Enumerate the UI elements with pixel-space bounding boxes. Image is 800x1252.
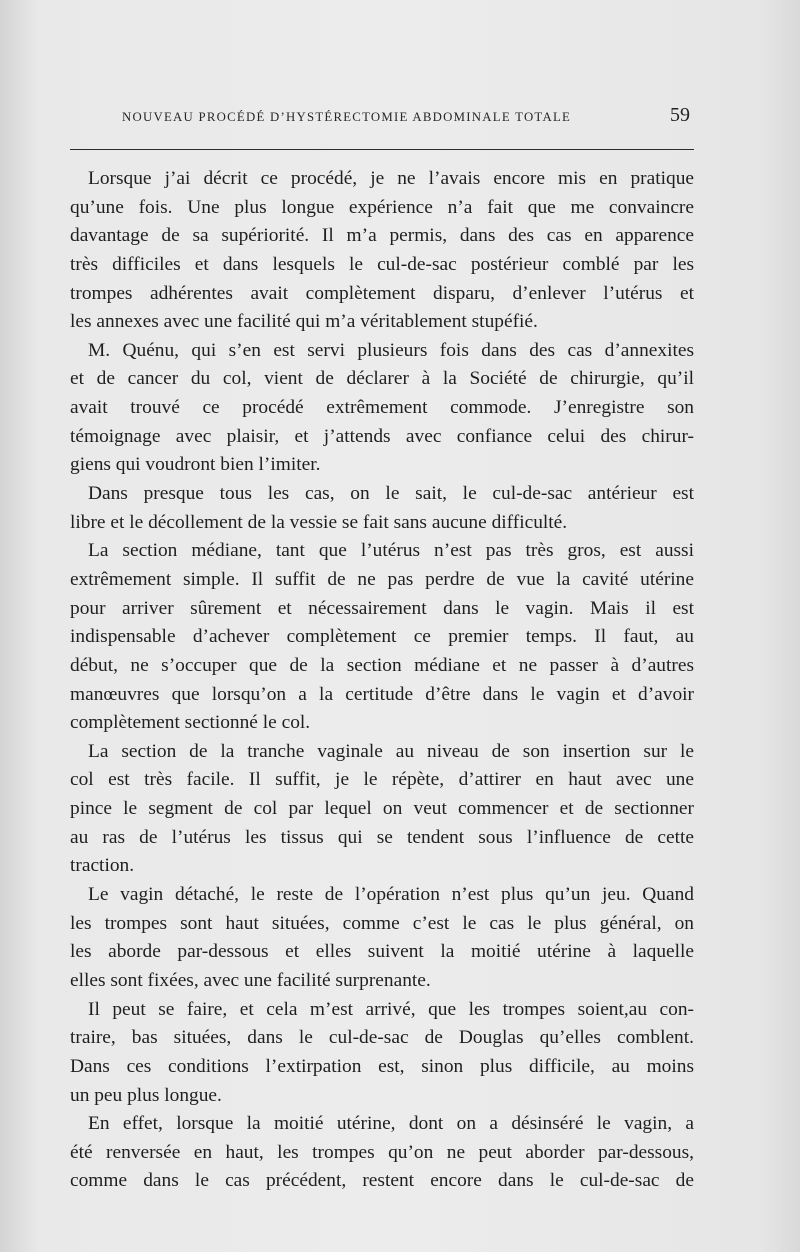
text-line: En effet, lorsque la moitié utérine, dont on a désinséré le vagin, a	[88, 1113, 694, 1135]
text-line: début, ne s’occuper que de la section médiane et ne passer à d’autres	[70, 654, 694, 676]
text-line: manœuvres que lorsqu’on a la certitude d’être dans le vagin et d’avoir	[70, 683, 694, 705]
text-line: Il peut se faire, et cela m’est arrivé, que les trompes soient,au con-	[88, 998, 694, 1020]
text-line: Dans ces conditions l’extirpation est, sinon plus difficile, au moins	[70, 1055, 694, 1077]
text-line: M. Quénu, qui s’en est servi plusieurs fois dans des cas d’annexites	[88, 339, 694, 361]
text-line: Dans presque tous les cas, on le sait, le cul-de-sac antérieur est	[88, 483, 694, 505]
text-line: libre et le décollement de la vessie se fait sans aucune difficulté.	[70, 511, 568, 533]
text-line: les aborde par-dessous et elles suivent la moitié utérine à laquelle	[70, 941, 694, 963]
text-line: avait trouvé ce procédé extrêmement commode. J’enregistre son	[70, 397, 694, 419]
text-line: indispensable d’achever complètement ce premier temps. Il faut, au	[70, 626, 694, 648]
text-line: trompes adhérentes avait complètement disparu, d’enlever l’utérus et	[70, 282, 694, 304]
text-line: comme dans le cas précédent, restent encore dans le cul-de-sac de	[70, 1170, 694, 1192]
text-line: Le vagin détaché, le reste de l’opération n’est plus qu’un jeu. Quand	[88, 884, 694, 906]
text-line: et de cancer du col, vient de déclarer à la Société de chirurgie, qu’il	[70, 368, 694, 390]
text-line: les annexes avec une facilité qui m’a véritablement stupéfié.	[70, 311, 538, 333]
text-line: extrêmement simple. Il suffit de ne pas perdre de vue la cavité utérine	[70, 568, 694, 590]
text-line: giens qui voudront bien l’imiter.	[70, 454, 321, 476]
text-line: pince le segment de col par lequel on veut commencer et de sectionner	[70, 798, 694, 820]
text-line: La section médiane, tant que l’utérus n’est pas très gros, est aussi	[88, 540, 694, 562]
text-line: qu’une fois. Une plus longue expérience n’a fait que me convaincre	[70, 196, 694, 218]
text-line: elles sont fixées, avec une facilité surprenante.	[70, 969, 431, 991]
text-line: complètement sectionné le col.	[70, 712, 311, 734]
text-line: témoignage avec plaisir, et j’attends avec confiance celui des chirur-	[70, 425, 694, 447]
text-line: col est très facile. Il suffit, je le répète, d’attirer en haut avec une	[70, 769, 694, 791]
text-line: traire, bas situées, dans le cul-de-sac de Douglas qu’elles comblent.	[70, 1027, 694, 1049]
text-line: pour arriver sûrement et nécessairement dans le vagin. Mais il est	[70, 597, 694, 619]
text-line: La section de la tranche vaginale au niveau de son insertion sur le	[88, 740, 694, 762]
text-line: un peu plus longue.	[70, 1084, 222, 1106]
text-line: très difficiles et dans lesquels le cul-de-sac postérieur comblé par les	[70, 253, 694, 275]
text-line: été renversée en haut, les trompes qu’on ne peut aborder par-dessous,	[70, 1141, 694, 1163]
text-line: les trompes sont haut situées, comme c’est le cas le plus général, on	[70, 912, 694, 934]
page-header	[122, 104, 690, 132]
text-line: davantage de sa supériorité. Il m’a permis, dans des cas en apparence	[70, 225, 694, 247]
page-number: 59	[670, 104, 690, 126]
body-text	[70, 165, 694, 1196]
running-title: NOUVEAU PROCÉDÉ D’HYSTÉRECTOMIE ABDOMINALE TOTALE	[122, 110, 572, 124]
text-line: Lorsque j’ai décrit ce procédé, je ne l’avais encore mis en pratique	[88, 168, 694, 189]
text-line: au ras de l’utérus les tissus qui se tendent sous l’influence de cette	[70, 826, 694, 848]
header-rule	[70, 149, 694, 150]
text-line: traction.	[70, 855, 135, 877]
